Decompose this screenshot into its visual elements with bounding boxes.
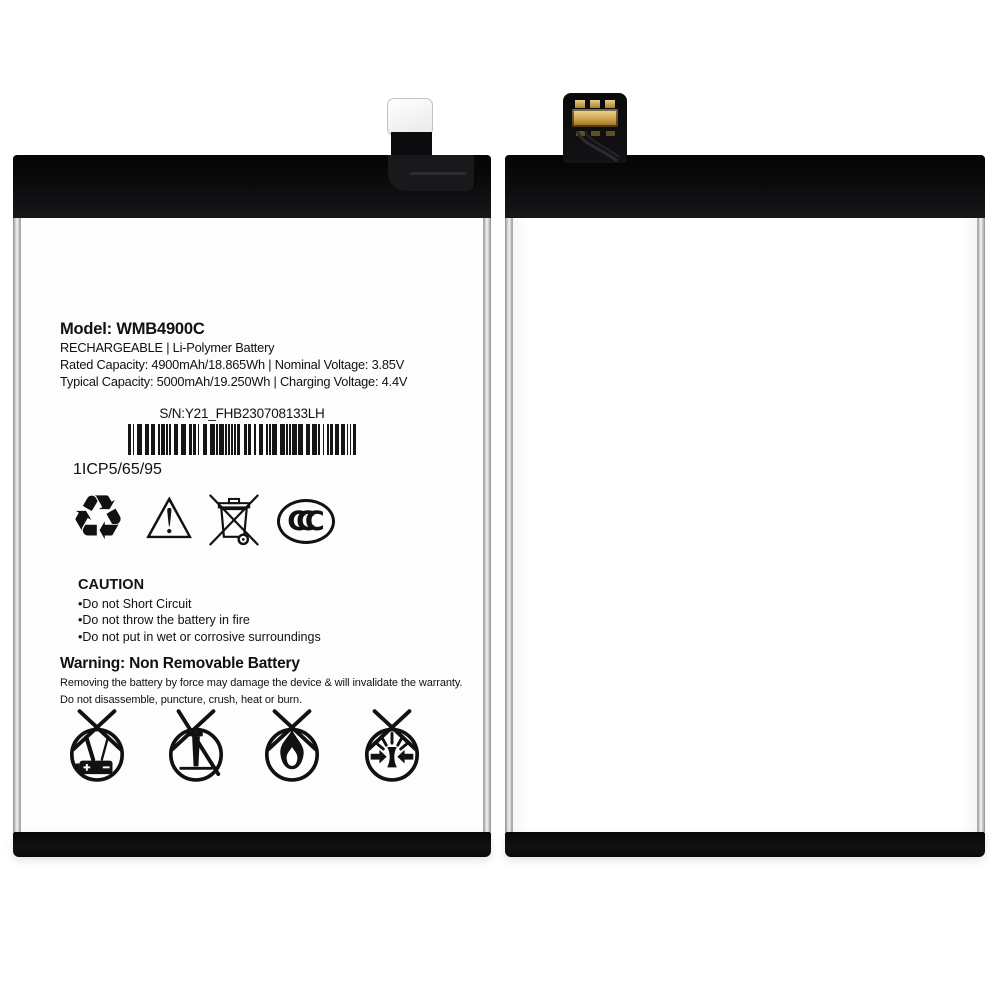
battery-bottom-band [505, 832, 985, 857]
battery-body-back [505, 218, 985, 832]
type-text: RECHARGEABLE | Li-Polymer Battery [60, 340, 275, 355]
flex-wires [569, 129, 621, 163]
connector-pin [575, 100, 585, 108]
ccc-letters: CCC [287, 506, 314, 537]
flex-cable-fold [388, 155, 476, 191]
caution-item: • Do not throw the battery in fire [78, 612, 321, 628]
flex-connector [563, 93, 627, 163]
battery-body-front [13, 218, 491, 832]
battery-side-edge [505, 218, 513, 832]
caution-heading: CAUTION [78, 577, 145, 593]
battery-bottom-band [13, 832, 491, 857]
battery-back [505, 155, 985, 857]
caution-item: • Do not put in wet or corrosive surroundings [78, 629, 321, 645]
typical-capacity-text: Typical Capacity: 5000mAh/19.250Wh | Charging Voltage: 4.4V [60, 374, 408, 389]
warning-text-1: Removing the battery by force may damage the device & will invalidate the warranty. [60, 677, 463, 689]
do-not-burn-icon [261, 708, 323, 786]
cell-code-text: 1ICP5/65/95 [73, 461, 162, 478]
battery-label [13, 218, 491, 832]
do-not-puncture-icon [165, 708, 227, 786]
do-not-disassemble-icon [66, 708, 128, 786]
caution-list [78, 596, 321, 645]
ccc-mark-icon [277, 499, 335, 544]
do-not-crush-icon [361, 708, 423, 786]
caution-item: • Do not Short Circuit [78, 596, 321, 612]
battery-top-band [13, 155, 491, 218]
battery-top-band [505, 155, 985, 218]
flex-cable-pad [387, 98, 433, 136]
serial-number-text: S/N:Y21_FHB230708133LH [159, 406, 325, 421]
warning-text-2: Do not disassemble, puncture, crush, heat or burn. [60, 694, 303, 706]
gold-contact [572, 109, 618, 127]
barcode [128, 424, 356, 455]
connector-pin [590, 100, 600, 108]
warning-heading: Warning: Non Removable Battery [60, 655, 300, 672]
rated-capacity-text: Rated Capacity: 4900mAh/18.865Wh | Nominal Voltage: 3.85V [60, 357, 405, 372]
recycle-icon: ♻ [70, 481, 126, 554]
battery-side-edge [977, 218, 985, 832]
battery-front [13, 155, 491, 857]
warning-triangle-icon: ⚠ [143, 486, 195, 552]
model-text: Model: WMB4900C [60, 320, 205, 338]
connector-pin [605, 100, 615, 108]
weee-crossed-bin-icon [204, 488, 264, 552]
